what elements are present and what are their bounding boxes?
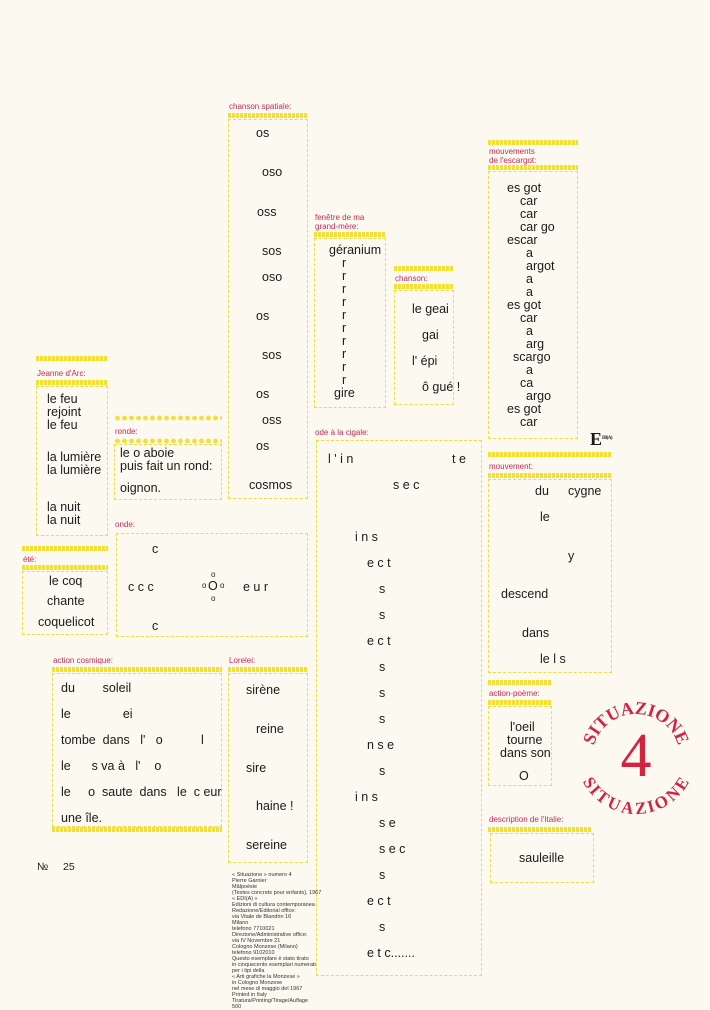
poem-line: l ' i n [328, 452, 354, 466]
poem-line: os [256, 126, 270, 140]
poem-line: s [379, 764, 386, 778]
bar [488, 700, 552, 705]
poem-line: car go [520, 220, 555, 234]
colophon-line: via Vitale de Blandrin 16 [232, 914, 292, 920]
poem-line: la lumière [47, 450, 102, 464]
poem-line: puis fait un rond: [120, 459, 213, 473]
poem-line: es got [507, 181, 542, 195]
poem-line: une île. [61, 811, 103, 825]
poem-line: s [379, 660, 386, 674]
poem-line: r [342, 256, 347, 270]
poem-line: c c c [128, 580, 154, 594]
poem-line: t e [452, 452, 466, 466]
colophon-line: in cinquecento esemplari numerati [232, 962, 316, 968]
poem-line: a [526, 324, 533, 338]
poem-line: escar [507, 233, 538, 247]
stamp-number: 4 [620, 722, 652, 790]
poem-line: oss [262, 413, 282, 427]
poem-line: s e c [379, 842, 406, 856]
poem-line: coquelicot [38, 615, 95, 629]
colophon-line: in Cologno Monzese [232, 980, 283, 986]
title-escargot-2: de l'escargot: [489, 156, 537, 165]
colophon-line: Direzione/Administrative office: [232, 932, 308, 938]
poem-line: cosmos [249, 478, 293, 492]
poem-line: car [520, 415, 538, 429]
poem-line: n s e [367, 738, 395, 752]
bar [228, 667, 308, 672]
poem-line: s [379, 582, 386, 596]
poem-line: le coq [49, 574, 83, 588]
box-action-cosmique [52, 673, 222, 827]
poem-line: sauleille [519, 851, 565, 865]
poem-line: tombe dans l' o l [61, 733, 204, 747]
poem-line: gire [334, 386, 355, 400]
colophon-line: telefono 7710021 [232, 926, 275, 932]
poem-line: le o saute dans le c eur [61, 785, 222, 799]
box-ode [316, 440, 482, 976]
title-fenetre: fenêtre de ma [315, 213, 365, 222]
poem-line: oss [257, 205, 277, 219]
poem-line: scargo [513, 350, 551, 364]
poem-line: r [342, 373, 347, 387]
poem-line: car [520, 207, 538, 221]
title-onde: onde: [115, 520, 136, 529]
title-ronde: ronde: [115, 427, 138, 436]
poem-line: le geai [412, 302, 449, 316]
poem-line: c [152, 619, 159, 633]
poem-line: la lumière [47, 463, 102, 477]
poem-line: i n s [355, 530, 378, 544]
dotted-bar [114, 415, 222, 421]
poem-line: cygne [568, 484, 602, 498]
small-o: o [211, 570, 216, 579]
title-mouvement: mouvement: [489, 462, 534, 471]
colophon-line: per i tipi della [232, 968, 265, 974]
poem-line: le feu [47, 418, 78, 432]
page-mark: № [37, 861, 49, 873]
poem-line: s e c [393, 478, 420, 492]
poem-line: a [526, 285, 533, 299]
poem-line: os [256, 309, 270, 323]
poem-line: c [152, 542, 159, 556]
poem-line: r [342, 308, 347, 322]
poem-line: tourne [507, 733, 543, 747]
stamp-top-text: SITUAZIONE [578, 697, 694, 748]
poem-line: sos [262, 348, 282, 362]
small-o: o [211, 594, 216, 603]
poem-line: oso [262, 165, 283, 179]
title-action-cosmique: action cosmique: [53, 656, 114, 665]
poem-line: le [540, 510, 550, 524]
title-escargot: mouvements [489, 147, 535, 156]
poem-line: du soleil [61, 681, 132, 695]
poem-line: e u r [243, 580, 269, 594]
poem-line: a [526, 246, 533, 260]
poem-line: l'oeil [510, 720, 535, 734]
title-italie: description de l'Italie: [489, 815, 564, 824]
poem-line: sereine [246, 838, 287, 852]
bar [394, 266, 454, 271]
poem-line: es got [507, 402, 542, 416]
poem-line: e c t [367, 556, 391, 570]
title-ode: ode à la cigale: [315, 428, 369, 437]
colophon-line: Questo esemplare è stato tirato [232, 956, 309, 962]
bar [488, 165, 578, 170]
poem-line: e c t [367, 634, 391, 648]
poem-line: O [519, 769, 529, 783]
colophon-line: Edizioni di cultura contemporanea [232, 902, 315, 908]
poem-line: car [520, 194, 538, 208]
poem-line: le s va à l' o [61, 759, 162, 773]
stamp-bottom-text: SITUAZIONE [579, 773, 693, 819]
bar [52, 667, 222, 672]
bar [314, 232, 386, 237]
poem-line: argo [526, 389, 552, 403]
small-o: o [220, 581, 225, 590]
colophon-line: « EDI(A) » [232, 896, 258, 902]
poem-line: argot [526, 259, 555, 273]
bar [228, 113, 308, 118]
publisher-logo: $E^{DI(A)}$ [590, 429, 613, 449]
big-o: O [208, 579, 218, 593]
poem-line: s [379, 920, 386, 934]
poem-line: a [526, 363, 533, 377]
poem-line: r [342, 334, 347, 348]
title-chanson: chanson: [395, 274, 428, 283]
poem-line: r [342, 321, 347, 335]
colophon-line: via IV Novembre 21 [232, 938, 281, 944]
box-fenetre [314, 238, 386, 408]
poem-line: r [342, 295, 347, 309]
poem-line: le l s [540, 652, 566, 666]
poem-line: es got [507, 298, 542, 312]
poem-line: sire [246, 761, 267, 775]
colophon-line: Milano [232, 920, 249, 926]
colophon-line: telefono 9102010 [232, 950, 275, 956]
colophon-line: Printed in Italy [232, 992, 267, 998]
poem-line: dans [522, 626, 550, 640]
bar [52, 827, 222, 832]
colophon-line: « Arti grafiche la Monzese » [232, 974, 300, 980]
poem-line: r [342, 269, 347, 283]
poem-line: sirène [246, 683, 281, 697]
bar [36, 380, 108, 385]
title-jeanne: Jeanne d'Arc: [37, 369, 86, 378]
bar [488, 452, 612, 457]
poem-line: le o aboie [120, 446, 175, 460]
bar [488, 473, 612, 478]
bar [488, 680, 552, 685]
poem-line: descend [501, 587, 549, 601]
title-lorelei: Lorelei: [229, 656, 256, 665]
colophon-line: « Situazione » numero 4 [232, 872, 292, 878]
title-ete: été: [23, 555, 37, 564]
colophon-line: (Textes concrets pour enfants), 1967 [232, 890, 322, 896]
colophon-line: Redazione/Editorial office: [232, 908, 296, 914]
poem-line: géranium [329, 243, 382, 257]
title-chanson-spatiale: chanson spatiale: [229, 102, 292, 111]
poem-line: i n s [355, 790, 378, 804]
poem-line: gai [422, 328, 439, 342]
colophon-line: Tiratura/Printing/Tirage/Auflage [232, 998, 309, 1004]
colophon-line: Mâlpoèsie [232, 884, 258, 890]
title-fenetre-2: grand-mère: [315, 222, 359, 231]
bar [36, 356, 108, 361]
poem-line: r [342, 347, 347, 361]
poem-line: le ei [61, 707, 133, 721]
bar [394, 284, 454, 289]
poem-line: arg [526, 337, 545, 351]
colophon-line: Pierre Garnier [232, 878, 267, 884]
poem-line: y [568, 549, 575, 563]
poem-line: oignon. [120, 481, 162, 495]
poem-line: sos [262, 244, 282, 258]
colophon-line: Cologno Monzese (Milano) [232, 944, 298, 950]
poem-line: le feu [47, 392, 78, 406]
poem-line: s [379, 868, 386, 882]
small-o: o [202, 581, 207, 590]
colophon-line: nel mese di maggio del 1967 [232, 986, 303, 992]
box-mouvement [488, 479, 612, 673]
bar [488, 140, 578, 145]
poem-line: e c t [367, 894, 391, 908]
poem-line: ô gué ! [422, 380, 461, 394]
bar [488, 827, 592, 832]
bar [22, 565, 108, 570]
poem-line: oso [262, 270, 283, 284]
page-number: 25 [63, 861, 75, 873]
poem-line: la nuit [47, 513, 81, 527]
poem-line: e t c....... [367, 946, 415, 960]
poem-line: os [256, 439, 270, 453]
bar [22, 546, 108, 551]
poem-line: s e [379, 816, 396, 830]
poem-line: s [379, 608, 386, 622]
poem-line: chante [47, 594, 85, 608]
poem-line: la nuit [47, 500, 81, 514]
poem-line: r [342, 282, 347, 296]
poem-line: s [379, 686, 386, 700]
poem-line: reine [256, 722, 284, 736]
poem-line: rejoint [47, 405, 82, 419]
poem-line: du [535, 484, 549, 498]
poem-line: haine ! [256, 799, 294, 813]
title-action-poeme: action-poème: [489, 689, 540, 698]
poem-line: car [520, 311, 538, 325]
poem-line: os [256, 387, 270, 401]
poem-line: l' épi [412, 354, 438, 368]
poem-line: a [526, 272, 533, 286]
colophon-line: 500 [232, 1004, 242, 1010]
situazione-stamp [570, 688, 702, 820]
poem-line: s [379, 712, 386, 726]
box-lorelei [228, 673, 308, 863]
poem-line: r [342, 360, 347, 374]
poem-line: dans son [500, 746, 551, 760]
poem-line: ca [520, 376, 534, 390]
